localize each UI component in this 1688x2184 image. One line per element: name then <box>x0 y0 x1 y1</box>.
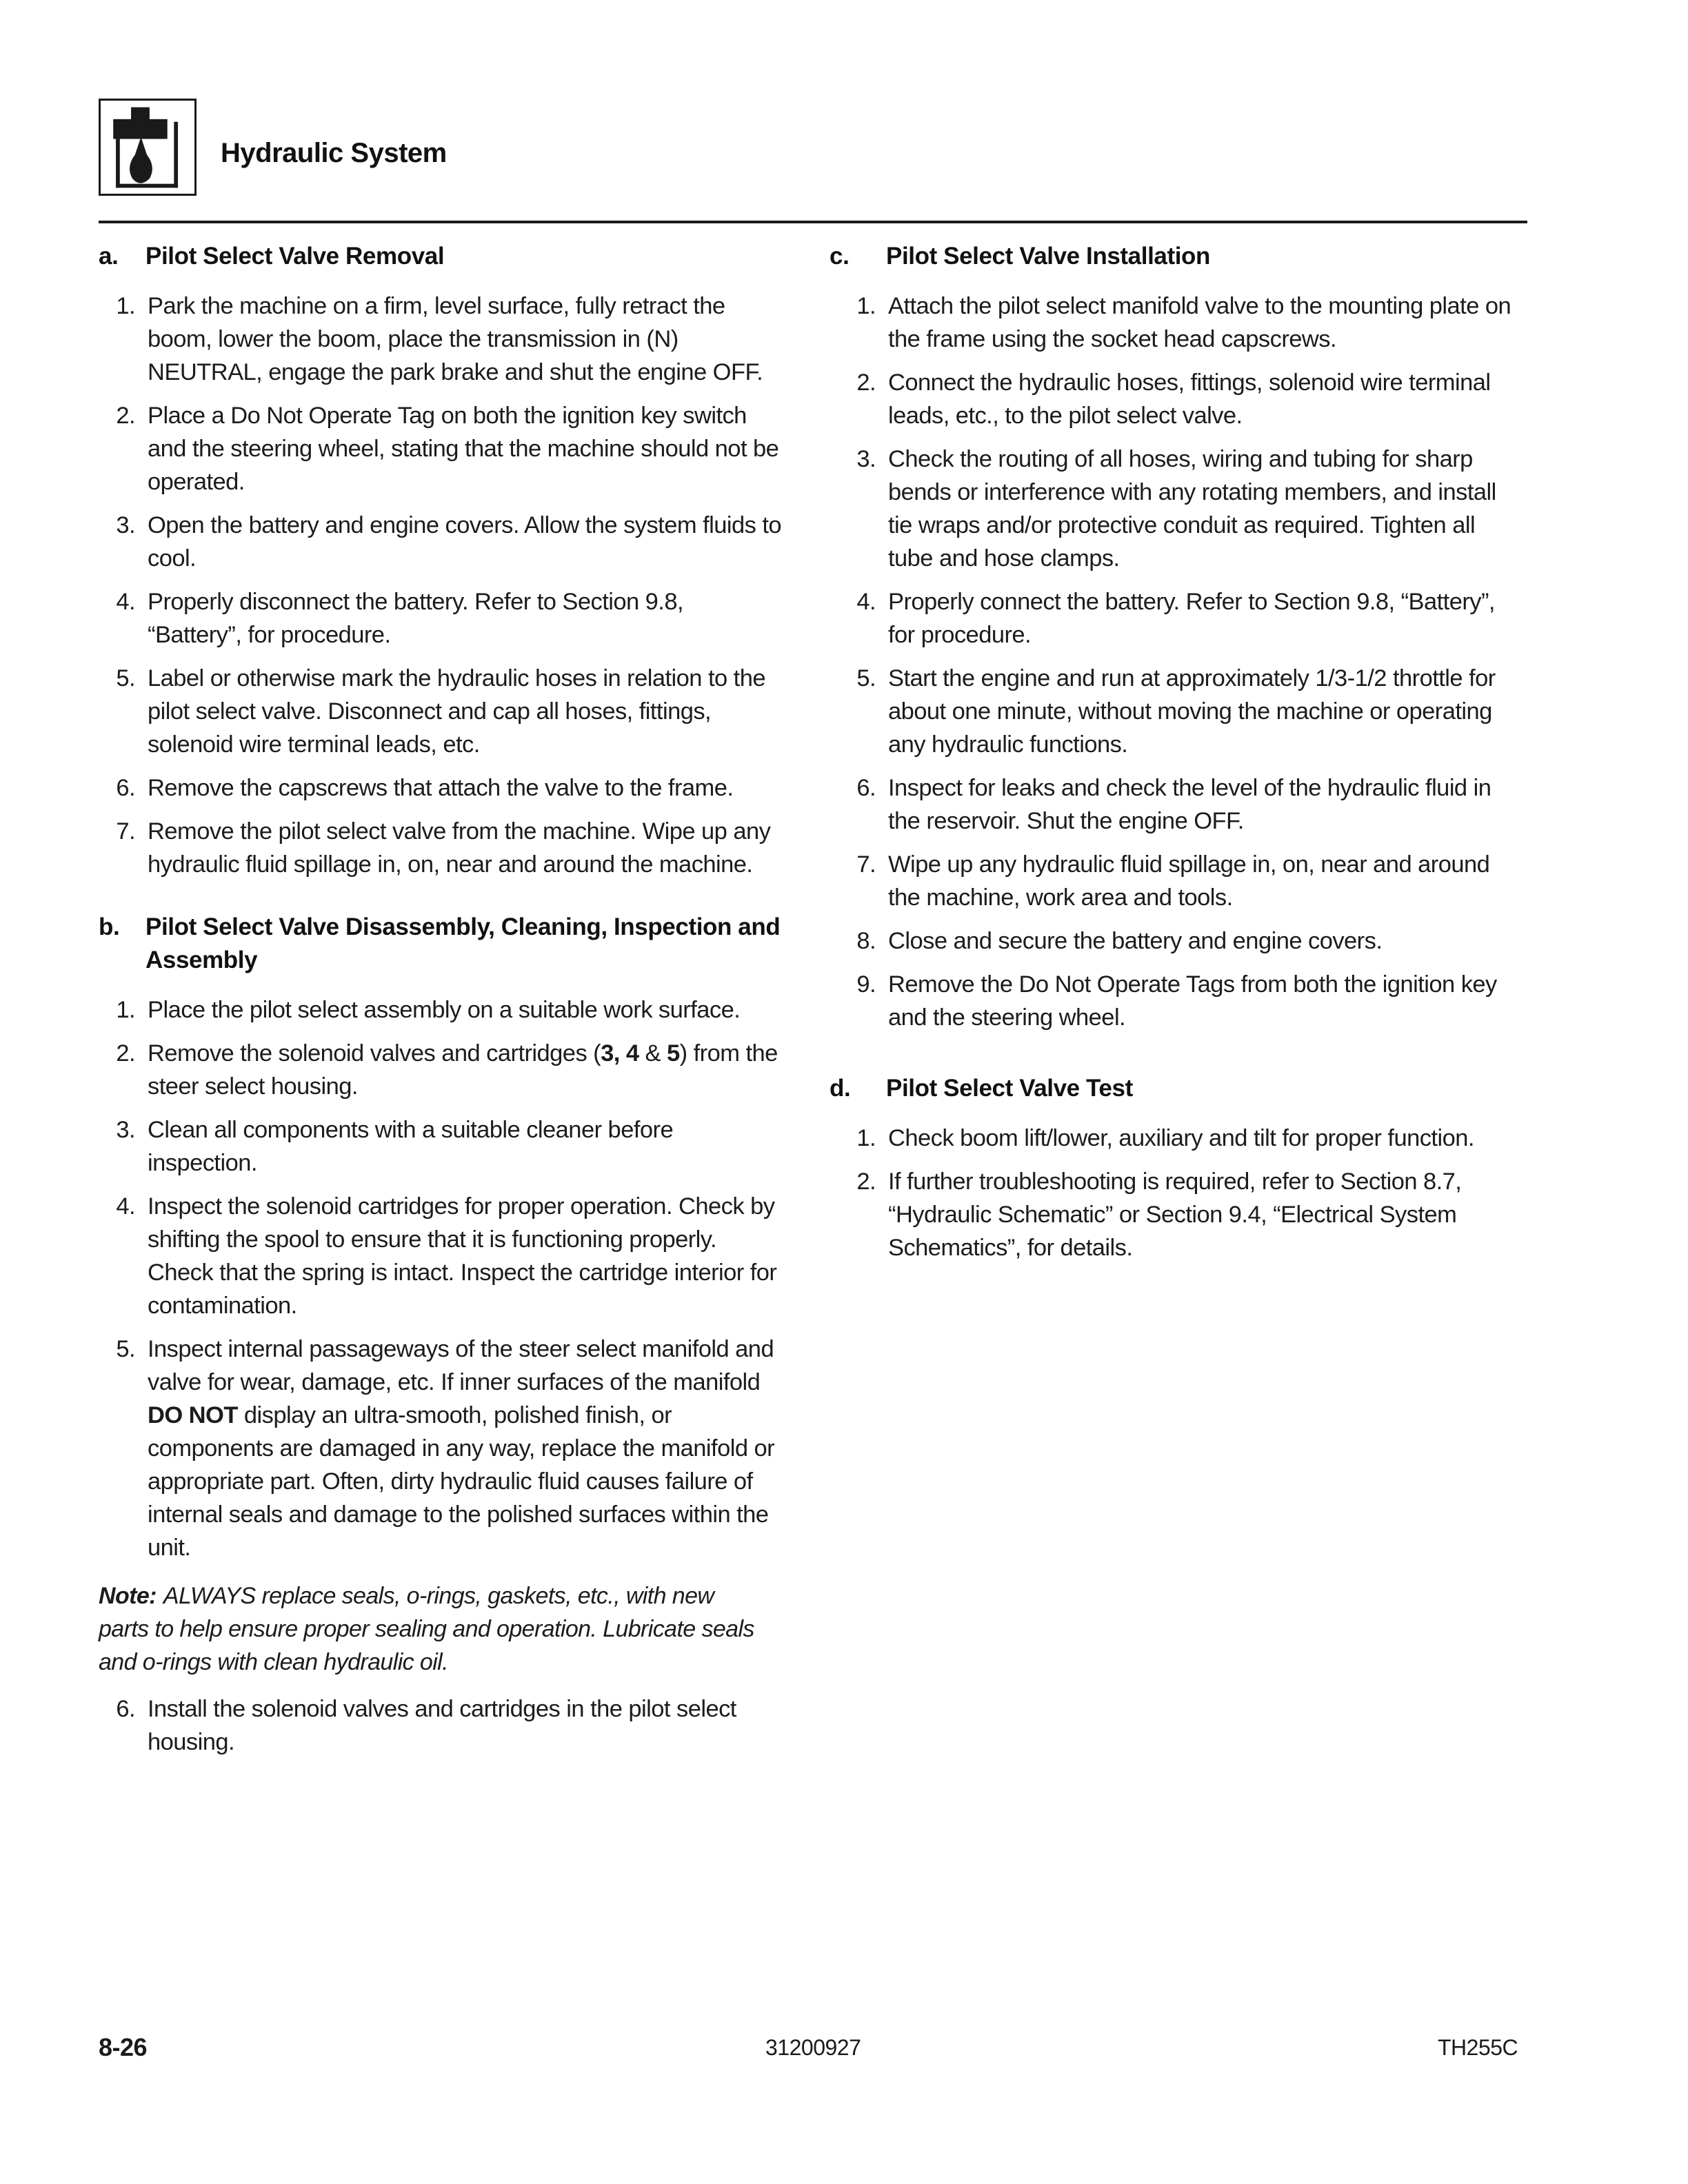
text-run: & <box>639 1040 667 1066</box>
section-letter: b. <box>99 913 120 940</box>
step-text <box>148 1037 781 1103</box>
document-number: 31200927 <box>765 2035 861 2060</box>
item-reference: 5 <box>667 1040 680 1066</box>
step-text: Label or otherwise mark the hydraulic hoses in relation to the pilot select valve. Disconnect and cap all hoses, fittings, solenoid wire terminal leads, etc. <box>148 665 765 758</box>
section-b-steps <box>99 993 781 1564</box>
step-number: 5. <box>116 1336 135 1362</box>
section-b-heading <box>99 911 781 977</box>
step-item <box>830 924 1519 958</box>
note <box>99 1579 761 1679</box>
step-number: 6. <box>116 775 135 801</box>
emphasis: DO NOT <box>148 1402 238 1428</box>
step-number: 2. <box>856 1169 876 1195</box>
page-number: 8-26 <box>99 2033 148 2061</box>
step-item <box>99 993 781 1027</box>
step-number: 2. <box>856 370 876 396</box>
section-title: Pilot Select Valve Test <box>886 1075 1133 1102</box>
step-text: Inspect for leaks and check the level of the hydraulic fluid in the reservoir. Shut the engine OFF. <box>888 775 1491 834</box>
step-text: Place the pilot select assembly on a suitable work surface. <box>148 997 741 1023</box>
step-item <box>99 815 781 881</box>
hydraulic-system-icon <box>99 99 197 196</box>
section-title: Pilot Select Valve Disassembly, Cleaning, Inspection and Assembly <box>145 913 781 973</box>
section-a-steps <box>99 290 781 881</box>
step-text: Close and secure the battery and engine covers. <box>888 928 1383 954</box>
step-item <box>99 290 781 389</box>
step-item <box>830 1165 1519 1264</box>
step-text: Attach the pilot select manifold valve to the mounting plate on the frame using the socket head capscrews. <box>888 293 1511 352</box>
section-d-steps <box>830 1122 1519 1264</box>
step-number: 1. <box>116 293 135 319</box>
step-text: Remove the capscrews that attach the valve to the frame. <box>148 775 734 801</box>
section-letter: d. <box>830 1075 851 1102</box>
step-text: Open the battery and engine covers. Allow the system fluids to cool. <box>148 512 782 572</box>
section-b-steps-continued <box>99 1692 781 1759</box>
step-text: Inspect the solenoid cartridges for proper operation. Check by shifting the spool to ensure that it is functioning properly. Check that the spring is intact. Inspect the cartridge interior for contamination. <box>148 1193 777 1319</box>
step-item <box>99 662 781 761</box>
step-text: Place a Do Not Operate Tag on both the ignition key switch and the steering wheel, stating that the machine should not be operated. <box>148 403 779 495</box>
step-item <box>99 509 781 575</box>
step-number: 7. <box>116 818 135 845</box>
left-column <box>99 240 781 1769</box>
step-text: If further troubleshooting is required, refer to Section 8.7, “Hydraulic Schematic” or Section 9.4, “Electrical System Schematics”, for details. <box>888 1169 1462 1261</box>
section-letter: a. <box>99 243 119 270</box>
step-text: Check boom lift/lower, auxiliary and tilt for proper function. <box>888 1125 1474 1151</box>
step-number: 4. <box>116 589 135 615</box>
section-letter: c. <box>830 243 850 270</box>
step-item <box>830 443 1519 575</box>
step-number: 4. <box>856 589 876 615</box>
step-text: Connect the hydraulic hoses, fittings, solenoid wire terminal leads, etc., to the pilot select valve. <box>888 370 1491 429</box>
item-reference: 3, 4 <box>601 1040 639 1066</box>
step-number: 3. <box>856 446 876 472</box>
step-text: Install the solenoid valves and cartridges in the pilot select housing. <box>148 1696 736 1755</box>
section-d-heading <box>830 1072 1519 1105</box>
text-run: Remove the solenoid valves and cartridges ( <box>148 1040 601 1066</box>
section-c-heading <box>830 240 1519 273</box>
step-number: 2. <box>116 403 135 429</box>
step-number: 7. <box>856 851 876 878</box>
text-run: display an ultra-smooth, polished finish, or components are damaged in any way, replace the manifold or appropriate part. Often, dirty hydraulic fluid causes failure of internal seals and damage to the polished surfaces within the unit. <box>148 1402 775 1561</box>
note-text: ALWAYS replace seals, o-rings, gaskets, etc., with new parts to help ensure proper sealing and operation. Lubricate seals and o-rings with clean hydraulic oil. <box>99 1583 754 1675</box>
hydraulic-cylinder-drop-icon <box>101 101 194 194</box>
chapter-title: Hydraulic System <box>221 138 447 168</box>
step-item <box>830 848 1519 914</box>
step-text: Wipe up any hydraulic fluid spillage in, on, near and around the machine, work area and tools. <box>888 851 1490 911</box>
section-title: Pilot Select Valve Installation <box>886 243 1210 270</box>
right-column <box>830 240 1519 1275</box>
step-item <box>99 771 781 805</box>
step-item <box>830 1122 1519 1155</box>
step-number: 5. <box>856 665 876 691</box>
step-number: 1. <box>856 293 876 319</box>
step-text: Properly disconnect the battery. Refer to Section 9.8, “Battery”, for procedure. <box>148 589 684 648</box>
step-number: 3. <box>116 1117 135 1143</box>
step-item <box>830 771 1519 838</box>
step-text: Start the engine and run at approximately 1/3-1/2 throttle for about one minute, without moving the machine or operating any hydraulic functions. <box>888 665 1496 758</box>
note-label: Note: <box>99 1583 157 1609</box>
step-item <box>99 1692 781 1759</box>
step-text: Check the routing of all hoses, wiring and tubing for sharp bends or interference with any rotating members, and install tie wraps and/or protective conduit as required. Tighten all tube and hose clamps. <box>888 446 1496 572</box>
step-number: 1. <box>856 1125 876 1151</box>
step-item <box>830 290 1519 356</box>
step-number: 3. <box>116 512 135 538</box>
step-text: Park the machine on a firm, level surface, fully retract the boom, lower the boom, place the transmission in (N) NEUTRAL, engage the park brake and shut the engine OFF. <box>148 293 763 385</box>
step-item <box>99 585 781 651</box>
header-divider <box>99 221 1527 223</box>
step-number: 6. <box>856 775 876 801</box>
step-item <box>99 1190 781 1322</box>
step-item <box>99 1333 781 1564</box>
step-number: 8. <box>856 928 876 954</box>
step-item <box>830 585 1519 651</box>
step-number: 6. <box>116 1696 135 1722</box>
step-number: 2. <box>116 1040 135 1066</box>
step-number: 5. <box>116 665 135 691</box>
text-run: Inspect internal passageways of the steer select manifold and valve for wear, damage, etc. If inner surfaces of the manifold <box>148 1336 774 1395</box>
step-text: Remove the pilot select valve from the machine. Wipe up any hydraulic fluid spillage in, on, near and around the machine. <box>148 818 771 878</box>
text-run: ) from the steer select housing. <box>148 1040 778 1100</box>
step-number: 9. <box>856 971 876 998</box>
step-item <box>830 366 1519 432</box>
step-item <box>99 1037 781 1103</box>
step-text: Clean all components with a suitable cleaner before inspection. <box>148 1117 674 1176</box>
section-c-steps <box>830 290 1519 1034</box>
step-item <box>830 968 1519 1034</box>
step-number: 1. <box>116 997 135 1023</box>
section-title: Pilot Select Valve Removal <box>145 243 445 270</box>
step-item <box>830 662 1519 761</box>
step-text: Properly connect the battery. Refer to Section 9.8, “Battery”, for procedure. <box>888 589 1495 648</box>
model-name: TH255C <box>1438 2035 1518 2060</box>
section-a-heading <box>99 240 781 273</box>
step-text: Remove the Do Not Operate Tags from both the ignition key and the steering wheel. <box>888 971 1497 1031</box>
step-text <box>148 1333 781 1564</box>
step-number: 4. <box>116 1193 135 1220</box>
step-item <box>99 399 781 498</box>
step-item <box>99 1113 781 1180</box>
